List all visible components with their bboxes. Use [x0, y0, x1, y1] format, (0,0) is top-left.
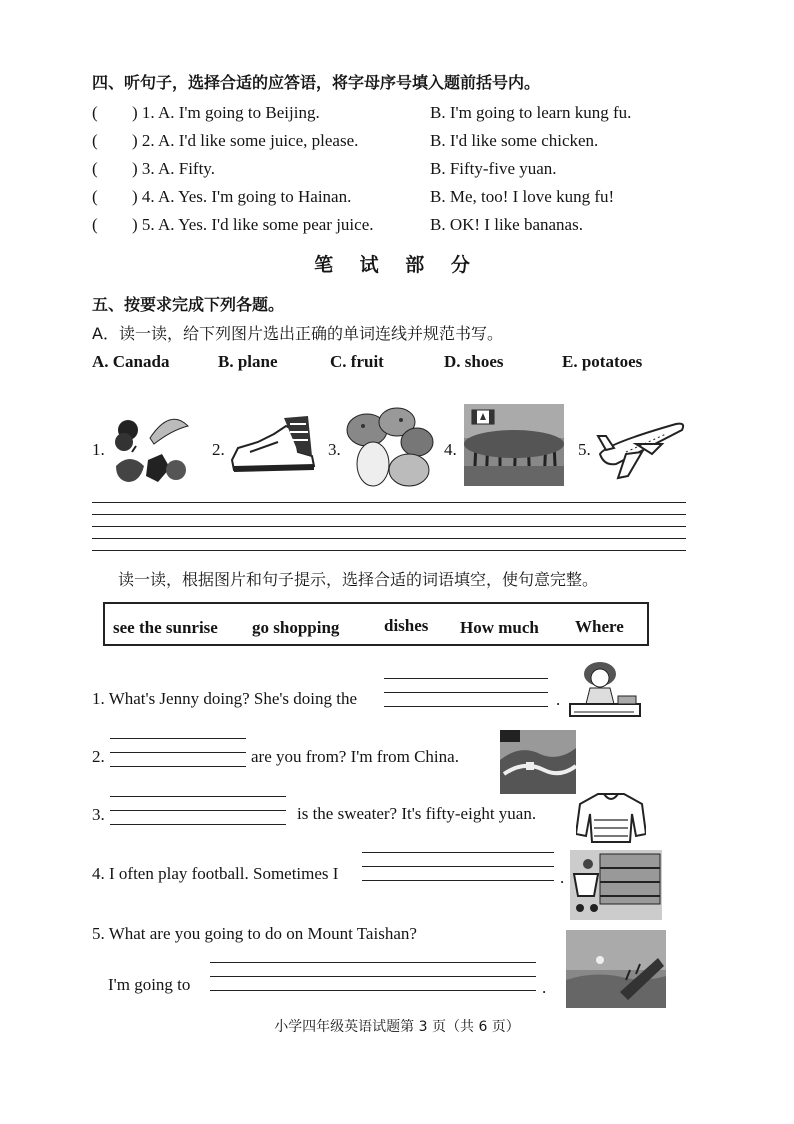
sneaker-picture: [228, 412, 316, 478]
word-bank-item[interactable]: dishes: [384, 616, 429, 635]
word-bank-item[interactable]: Where: [575, 617, 624, 636]
answer-line[interactable]: [362, 866, 554, 867]
question-option-a: ) 3. A. Fifty.: [132, 159, 215, 178]
mount-taishan-sunrise-picture: [566, 930, 666, 1008]
question-option-a: ) 4. A. Yes. I'm going to Hainan.: [132, 187, 352, 206]
answer-bracket[interactable]: (: [92, 159, 98, 178]
answer-line[interactable]: [110, 810, 286, 811]
answer-line[interactable]: [210, 962, 536, 963]
fill-sentence: are you from? I'm from China.: [251, 747, 459, 766]
potatoes-picture: [343, 404, 435, 488]
picture-number: 4.: [444, 440, 457, 459]
answer-bracket[interactable]: (: [92, 215, 98, 234]
sentence-end: .: [542, 978, 547, 997]
question-option-a: ) 2. A. I'd like some juice, please.: [132, 131, 359, 150]
answer-line[interactable]: [110, 824, 286, 825]
part-a-instructions: A．读一读，给下列图片选出正确的单词连线并规范书写。: [92, 324, 503, 343]
sentence-end: .: [556, 690, 561, 709]
item-number: 2.: [92, 747, 105, 766]
word-option[interactable]: B. plane: [218, 352, 278, 371]
fill-sentence: 1. What's Jenny doing? She's doing the: [92, 689, 358, 708]
answer-line[interactable]: [110, 738, 246, 739]
question-option-b: B. I'd like some chicken.: [430, 131, 599, 150]
picture-number: 1.: [92, 440, 105, 459]
question-option-b: B. Me, too! I love kung fu!: [430, 187, 615, 206]
answer-line[interactable]: [210, 990, 536, 991]
question-option-b: B. Fifty-five yuan.: [430, 159, 557, 178]
word-option[interactable]: E. potatoes: [562, 352, 643, 371]
airplane-picture: [596, 414, 686, 484]
shopping-trolley-picture: [570, 850, 662, 920]
answer-bracket[interactable]: (: [92, 131, 98, 150]
answer-line[interactable]: [362, 852, 554, 853]
writing-line: [92, 550, 686, 551]
item-number: 3.: [92, 805, 105, 824]
part-b-instructions: 读一读，根据图片和句子提示，选择合适的词语填空，使句意完整。: [118, 570, 599, 589]
word-bank-item[interactable]: How much: [460, 618, 539, 637]
answer-line[interactable]: [110, 796, 286, 797]
section4-title: 四、听句子，选择合适的应答语，将字母序号填入题前括号内。: [92, 73, 541, 92]
answer-line[interactable]: [362, 880, 554, 881]
written-section-title: 笔 试 部 分: [314, 254, 480, 276]
sweater-picture: [576, 790, 646, 844]
question-option-b: B. OK! I like bananas.: [430, 215, 583, 234]
fill-sentence: 4. I often play football. Sometimes I: [92, 864, 339, 883]
sentence-end: .: [560, 868, 565, 887]
girl-washing-dishes-picture: [568, 660, 642, 720]
picture-number: 2.: [212, 440, 225, 459]
question-option-a: ) 1. A. I'm going to Beijing.: [132, 103, 320, 122]
section5-title: 五、按要求完成下列各题。: [92, 295, 285, 314]
writing-line: [92, 502, 686, 503]
writing-line: [92, 526, 686, 527]
page-footer: 小学四年级英语试题第 3 页（共 6 页）: [274, 1019, 520, 1035]
answer-line[interactable]: [110, 752, 246, 753]
fruit-picture: [110, 408, 192, 488]
word-option[interactable]: A. Canada: [92, 352, 170, 371]
question-option-b: B. I'm going to learn kung fu.: [430, 103, 632, 122]
answer-prefix: I'm going to: [108, 975, 191, 994]
picture-number: 3.: [328, 440, 341, 459]
answer-line[interactable]: [384, 706, 548, 707]
answer-bracket[interactable]: (: [92, 187, 98, 206]
fill-sentence: is the sweater? It's fifty-eight yuan.: [297, 804, 537, 823]
question-option-a: ) 5. A. Yes. I'd like some pear juice.: [132, 215, 374, 234]
great-wall-picture: [500, 730, 576, 794]
answer-line[interactable]: [110, 766, 246, 767]
answer-line[interactable]: [384, 692, 548, 693]
writing-line: [92, 538, 686, 539]
canada-forest-picture: [464, 404, 564, 486]
word-option[interactable]: D. shoes: [444, 352, 504, 371]
word-bank-item[interactable]: go shopping: [252, 618, 340, 637]
word-bank-item[interactable]: see the sunrise: [113, 618, 218, 637]
answer-bracket[interactable]: (: [92, 103, 98, 122]
picture-number: 5.: [578, 440, 591, 459]
answer-line[interactable]: [210, 976, 536, 977]
word-option[interactable]: C. fruit: [330, 352, 384, 371]
fill-sentence: 5. What are you going to do on Mount Taishan?: [92, 924, 417, 943]
writing-line: [92, 514, 686, 515]
answer-line[interactable]: [384, 678, 548, 679]
